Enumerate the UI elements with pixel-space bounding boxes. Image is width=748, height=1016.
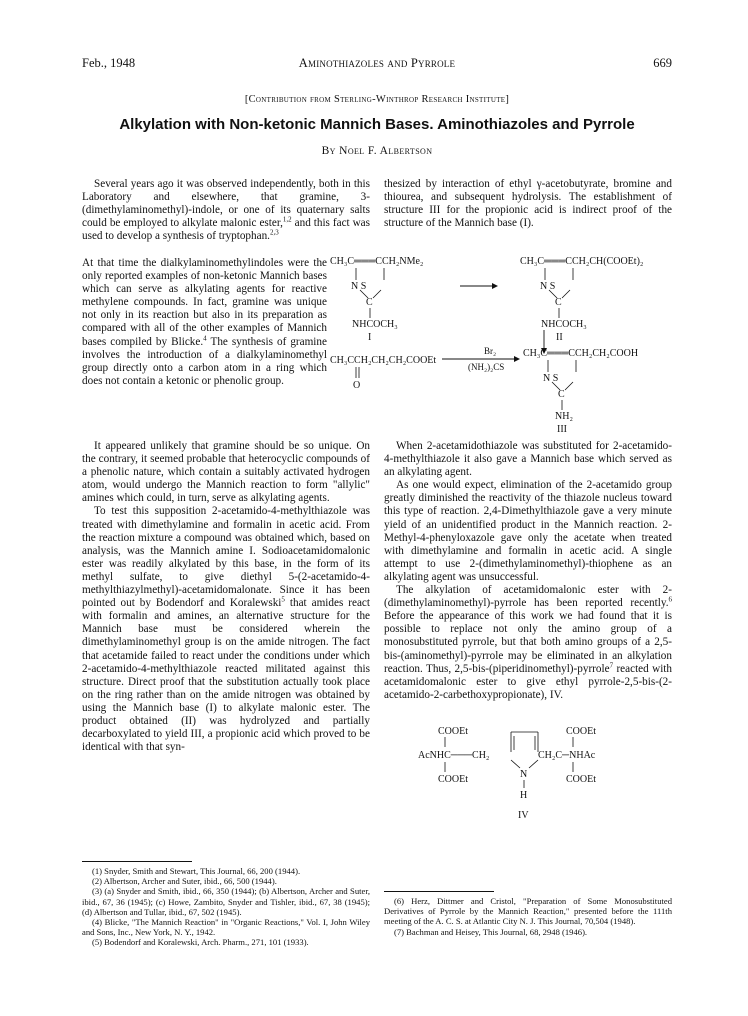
paragraph: When 2-acetamidothiazole was substituted for 2-acetamido-4-methylthiazole it also gave a Mannich base which served as an alkylating agent. — [384, 440, 672, 479]
footnote-rule-right — [384, 891, 494, 892]
compound-IV-right-group: CH₂C─NHAc — [538, 750, 596, 761]
reagent-bromine: Br₂ — [484, 346, 497, 356]
issue-date: Feb., 1948 — [82, 56, 136, 70]
ketoester: CH₃CCH₂CH₂CH₂COOEt — [330, 355, 437, 366]
compound-III-substituent: NH₂ — [555, 411, 573, 422]
compound-I-ring: N S — [351, 281, 367, 292]
ketoester-oxygen: O — [353, 380, 361, 391]
footnotes-left — [82, 866, 370, 948]
right-column-body — [384, 440, 672, 702]
left-column-intro — [82, 178, 370, 256]
compound-II-ring: N S — [540, 281, 556, 292]
footnote: (1) Snyder, Smith and Stewart, This Journal, 66, 200 (1944). — [92, 866, 301, 876]
reagent-thiourea: (NH₂)₂CS — [468, 362, 505, 372]
author-byline: By Noel F. Albertson — [321, 145, 433, 157]
footnote: (7) Bachman and Heisey, This Journal, 68, 2948 (1946). — [394, 926, 588, 937]
contribution-line: [Contribution from Sterling-Winthrop Research Institute] — [244, 94, 510, 105]
compound-I-substituent: NHCOCH₃ — [352, 319, 398, 330]
footnote: (6) Herz, Dittmer and Cristol, "Preparation of Some Monosubstituted Derivatives of Pyrrole by the Mannich Reaction," presented before the 111th meeting of the A. C. S. at Atlantic City N. J. This Journal, 70,504 (1948). — [384, 896, 672, 927]
paragraph: The alkylation of acetamidomalonic ester with 2-(dimethylaminomethyl)-pyrrole has been reported recently.$^6$ Before the appearance of this work we had found that it is possible to replace not only the amino group of a monosubstituted pyrrole, but that both amino groups of a 2,5-bis-(aminomethyl)-pyrrole may be eliminated in an alkylation reaction. Thus, 2,5-bis-(piperidinomethyl)-pyrrole$^7$ reacted with acetamidomalonic ester to give ethyl pyrrole-2,5-bis-(2-acetamido-2-carbethoxypropionate), IV. — [384, 584, 672, 701]
paragraph: To test this supposition 2-acetamido-4-methylthiazole was treated with dimethylamine and formalin in acetic acid. From the reaction mixture a compound was obtained which, based on analysis, was the Mannich amine I. Sodioacetamidomalonic ester was readily alkylated by this base, in the form of its methyl sulfate, to give diethyl 5-(2-acetamido-4-methylthiazylmethyl)-acetamidomalonate. Since it has been pointed out by Bodendorf and Koralewski$^5$ that amides react with formalin and amines, an alternative structure for the Mannich base must be considered wherein the dimethylaminomethyl group is on the amide nitrogen. The fact that acetamide failed to react under the conditions under which 2-acetamido-4-methylthiazole reacted militated against this structure. Direct proof that the substitution actually took place on the ring rather than on the amide nitrogen was obtained by using the Mannich base (I) to alkylate malonic ester. The product obtained (II) was hydrolyzed and partially decarboxylated to yield III, a propionic acid which proved to be identical with that syn- — [82, 505, 370, 754]
running-head — [82, 56, 672, 74]
footnote: (2) Albertson, Archer and Suter, ibid., 66, 500 (1944). — [92, 876, 277, 887]
paragraph: Several years ago it was observed independently, both in this Laboratory and elsewhere, that gramine, 3-(dimethylaminomethyl)-indole, or one of its quaternary salts could be employed to alkylate malonic ester,$^{1,2}$ and this fact was used to develop a synthesis of tryptophan.$^{2,3}$ — [82, 178, 370, 243]
compound-IV-cooet-top-left: COOEt — [438, 726, 468, 737]
left-column-body — [82, 440, 370, 754]
page-number: 669 — [653, 56, 672, 70]
compound-I-top: CH₃C═══CCH₂NMe₂ — [330, 256, 424, 267]
compound-IV-cooet-bottom-left: COOEt — [438, 774, 468, 785]
compound-IV-left-group: AcNHC───CH₂ — [418, 750, 490, 761]
reaction-scheme — [330, 250, 675, 440]
footnote: (3) (a) Snyder and Smith, ibid., 66, 350 (1944); (b) Albertson, Archer and Suter, ibid., 67, 36 (1945); (c) Howe, Zambito, Snyder and Tishler, ibid., 67, 38 (1945); (d) Albertson and Tullar, ibid., 67, 502 (1945). — [82, 886, 370, 917]
left-column-wrap — [82, 257, 327, 439]
compound-III-carbon: C — [558, 389, 565, 400]
compound-II-substituent: NHCOCH₃ — [541, 319, 587, 330]
compound-IV-hydrogen: H — [520, 790, 528, 801]
compound-II-label: II — [556, 332, 563, 343]
footnotes-right — [384, 896, 672, 937]
paragraph: At that time the dialkylaminomethylindoles were the only reported examples of non-ketonic Mannich bases which can serve as alkylating agents for reactive methylene compounds. In fact, gramine was unique not only in its reaction but also in its preparation as compared with all of the other examples of Mannich bases compiled by Blicke.$^4$ The synthesis of gramine involves the introduction of a dialkylaminomethyl group directly onto a carbon atom in a ring which does not contain a ketonic or phenolic group. — [82, 257, 327, 387]
article-title: Alkylation with Non-ketonic Mannich Bases. Aminothiazoles and Pyrrole — [119, 116, 635, 133]
paragraph: It appeared unlikely that gramine should be so unique. On the contrary, it seemed probable that heterocyclic compounds of a phenolic nature, which contain a suitably activated hydrogen atom, would undergo the Mannich reaction to form "allylic" amines which could, in turn, serve as alkylating agents. — [82, 440, 370, 505]
compound-III-ring: N S — [543, 373, 559, 384]
compound-IV-label: IV — [518, 810, 529, 821]
compound-II-top: CH₃C═══CCH₂CH(COOEt)₂ — [520, 256, 644, 267]
compound-IV-drawing — [418, 722, 638, 832]
reaction-scheme-drawing — [330, 250, 675, 440]
compound-IV-structure — [418, 722, 638, 832]
footnote-rule-left — [82, 861, 192, 862]
compound-IV-cooet-top-right: COOEt — [566, 726, 596, 737]
compound-IV-cooet-bottom-right: COOEt — [566, 774, 596, 785]
right-column-intro — [384, 178, 672, 230]
footnote: (5) Bodendorf and Koralewski, Arch. Pharm., 271, 101 (1933). — [92, 937, 309, 948]
compound-I-label: I — [368, 332, 372, 343]
footnote: (4) Blicke, "The Mannich Reaction" in "Organic Reactions," Vol. I, John Wiley and Sons, Inc., New York, N. Y., 1942. — [82, 917, 370, 938]
compound-III-top: CH₃C═══CCH₂CH₂COOH — [523, 348, 639, 359]
compound-I-carbon: C — [366, 297, 373, 308]
running-title: Aminothiazoles and Pyrrole — [298, 56, 456, 70]
paragraph: As one would expect, elimination of the 2-acetamido group greatly diminished the reactivity of the thiazole nucleus toward this type of reaction. 2,4-Dimethylthiazole gave a very minute yield of an unidentified product in the Mannich reaction. 2-Methyl-4-phenyloxazole gave only the acetate when treated with dimethylamine and formalin in acetic acid. A single attempt to use 2-(dimethylaminomethyl)-thiophene as an alkylating agent was unsuccessful. — [384, 479, 672, 583]
compound-II-carbon: C — [555, 297, 562, 308]
paragraph: thesized by interaction of ethyl γ-acetobutyrate, bromine and thiourea, and subsequent hydrolysis. The establishment of structure III for the propionic acid is indirect proof of the structure of the Mannich base (I). — [384, 178, 672, 230]
compound-IV-nitrogen: N — [520, 769, 528, 780]
compound-III-label: III — [557, 424, 567, 435]
